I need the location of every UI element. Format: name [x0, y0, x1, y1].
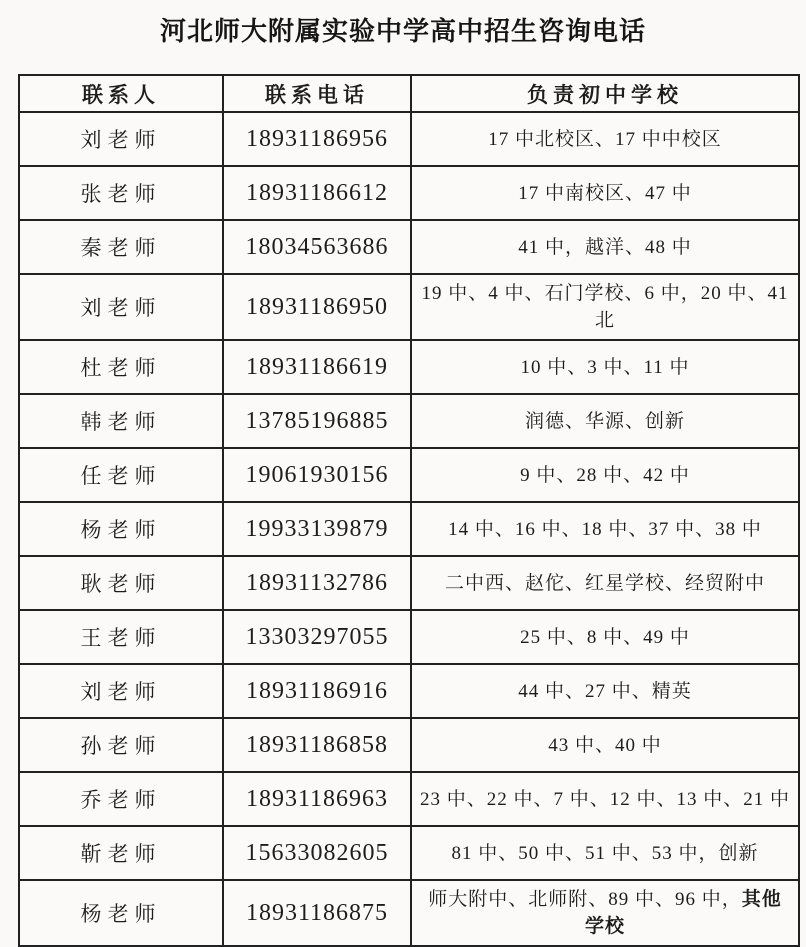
schools-cell [411, 220, 799, 274]
contacts-table [18, 74, 800, 947]
schools-text: 41 中，越洋、48 中 [518, 236, 692, 258]
schools-cell [411, 340, 799, 394]
table-row [19, 880, 799, 946]
phone-cell: 18931186916 [223, 664, 411, 718]
phone-cell: 18034563686 [223, 220, 411, 274]
schools-cell [411, 664, 799, 718]
table-row [19, 772, 799, 826]
schools-text: 43 中、40 中 [548, 734, 662, 756]
column-header-phone: 联系电话 [223, 75, 411, 112]
table-row [19, 610, 799, 664]
phone-cell: 19933139879 [223, 502, 411, 556]
schools-cell [411, 826, 799, 880]
contact-name-cell: 任老师 [19, 448, 223, 502]
schools-cell [411, 556, 799, 610]
phone-cell: 18931186612 [223, 166, 411, 220]
schools-text: 9 中、28 中、42 中 [520, 464, 690, 486]
contact-name-cell: 乔老师 [19, 772, 223, 826]
page-title: 河北师大附属实验中学高中招生咨询电话 [159, 16, 646, 46]
schools-cell [411, 610, 799, 664]
contact-name-cell: 耿老师 [19, 556, 223, 610]
schools-bold-text: 其他学校 [584, 889, 782, 937]
schools-cell [411, 274, 799, 340]
contact-name-cell: 孙老师 [19, 718, 223, 772]
table-row [19, 664, 799, 718]
schools-text: 17 中南校区、47 中 [518, 182, 692, 204]
contact-name-cell: 杜老师 [19, 340, 223, 394]
schools-text: 润德、华源、创新 [524, 410, 685, 432]
schools-cell [411, 166, 799, 220]
schools-cell [411, 502, 799, 556]
schools-cell [411, 448, 799, 502]
table-row [19, 556, 799, 610]
phone-cell: 18931186875 [223, 880, 411, 946]
phone-cell: 18931186619 [223, 340, 411, 394]
table-row [19, 448, 799, 502]
contact-name-cell: 杨老师 [19, 502, 223, 556]
table-row [19, 220, 799, 274]
schools-text: 25 中、8 中、49 中 [520, 626, 690, 648]
contact-name-cell: 秦老师 [19, 220, 223, 274]
schools-text: 师大附中、北师附、89 中、96 中， [428, 889, 742, 910]
contact-name-cell: 刘老师 [19, 112, 223, 166]
phone-cell: 18931186858 [223, 718, 411, 772]
table-row [19, 394, 799, 448]
phone-cell: 19061930156 [223, 448, 411, 502]
contact-name-cell: 王老师 [19, 610, 223, 664]
column-header-schools: 负责初中学校 [411, 75, 799, 112]
schools-text: 14 中、16 中、18 中、37 中、38 中 [448, 518, 762, 540]
phone-cell: 13785196885 [223, 394, 411, 448]
table-header-row [19, 75, 799, 112]
contact-name-cell: 杨老师 [19, 880, 223, 946]
schools-cell [411, 880, 799, 946]
schools-text: 81 中、50 中、51 中、53 中，创新 [451, 842, 759, 864]
schools-text: 23 中、22 中、7 中、12 中、13 中、21 中 [420, 788, 791, 810]
schools-cell [411, 772, 799, 826]
contact-name-cell: 刘老师 [19, 274, 223, 340]
table-row [19, 340, 799, 394]
table-row [19, 826, 799, 880]
schools-cell [411, 718, 799, 772]
phone-cell: 18931186963 [223, 772, 411, 826]
schools-text: 10 中、3 中、11 中 [520, 356, 690, 378]
contact-name-cell: 刘老师 [19, 664, 223, 718]
contact-name-cell: 靳老师 [19, 826, 223, 880]
schools-text: 44 中、27 中、精英 [518, 680, 692, 702]
schools-cell [411, 112, 799, 166]
phone-cell: 13303297055 [223, 610, 411, 664]
table-row [19, 502, 799, 556]
phone-cell: 18931186956 [223, 112, 411, 166]
contact-name-cell: 韩老师 [19, 394, 223, 448]
contact-name-cell: 张老师 [19, 166, 223, 220]
phone-cell: 15633082605 [223, 826, 411, 880]
schools-text: 17 中北校区、17 中中校区 [488, 128, 722, 150]
schools-text: 二中西、赵佗、红星学校、经贸附中 [444, 572, 765, 594]
table-row [19, 274, 799, 340]
table-row [19, 112, 799, 166]
table-row [19, 166, 799, 220]
phone-cell: 18931186950 [223, 274, 411, 340]
column-header-contact-name: 联系人 [19, 75, 223, 112]
phone-cell: 18931132786 [223, 556, 411, 610]
table-row [19, 718, 799, 772]
schools-text: 19 中、4 中、石门学校、6 中，20 中、41 北 [421, 283, 789, 331]
schools-cell [411, 394, 799, 448]
